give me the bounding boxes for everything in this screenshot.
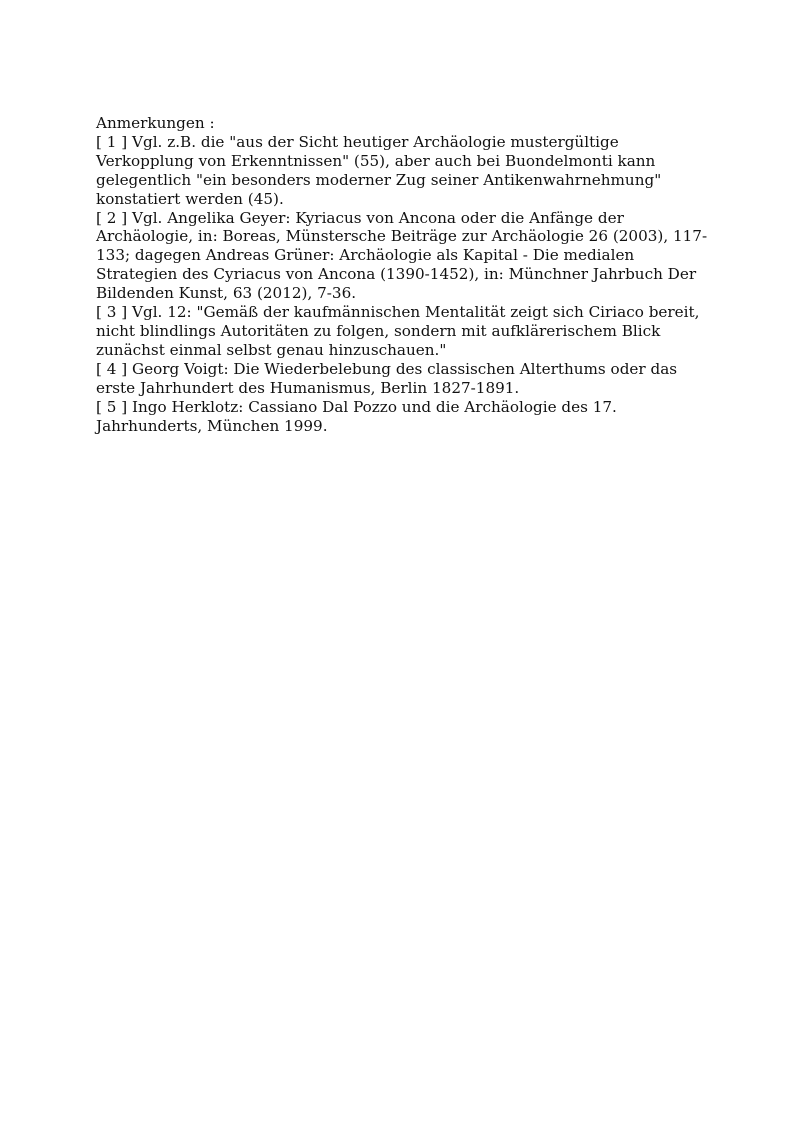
note-2-number: [ 2 ] (96, 208, 128, 227)
note-1 (96, 133, 716, 209)
note-4-text: Georg Voigt: Die Wiederbelebung des classischen Alterthums oder das erste Jahrhundert des Humanismus, Berlin 1827-1891. (96, 359, 678, 397)
note-1-number: [ 1 ] (96, 132, 128, 151)
note-4-number: [ 4 ] (96, 359, 128, 378)
endnotes-section (96, 114, 716, 435)
note-3-number: [ 3 ] (96, 303, 128, 322)
note-1-text: Vgl. z.B. die "aus der Sicht heutiger Archäologie mustergültige Verkopplung von Erkenntnissen" (55), aber auch bei Buondelmonti kann gelegentlich "ein besonders moderner Zug seiner Antikenwahrnehmung" konstatiert werden (45). (96, 132, 662, 208)
notes-heading: Anmerkungen : (96, 114, 215, 132)
note-5-number: [ 5 ] (96, 397, 128, 416)
note-4 (96, 360, 716, 398)
note-2-text: Vgl. Angelika Geyer: Kyriacus von Ancona oder die Anfänge der Archäologie, in: Boreas, Münstersche Beiträge zur Archäologie 26 (2003), 117-133; dagegen Andreas Grüner: Archäologie als Kapital - Die medialen Strategien des Cyriacus von Ancona (1390-1452), in: Münchner Jahrbuch Der Bildenden Kunst, 63 (2012), 7-36. (96, 208, 708, 303)
note-5 (96, 398, 716, 436)
note-2 (96, 209, 716, 304)
note-5-text: Ingo Herklotz: Cassiano Dal Pozzo und die Archäologie des 17. Jahrhunderts, München 1999. (96, 397, 617, 435)
note-3 (96, 303, 716, 360)
note-3-text: Vgl. 12: "Gemäß der kaufmännischen Mentalität zeigt sich Ciriaco bereit, nicht blindlings Autoritäten zu folgen, sondern mit aufklärerischem Blick zunächst einmal selbst genau hinzuschauen." (96, 303, 700, 359)
